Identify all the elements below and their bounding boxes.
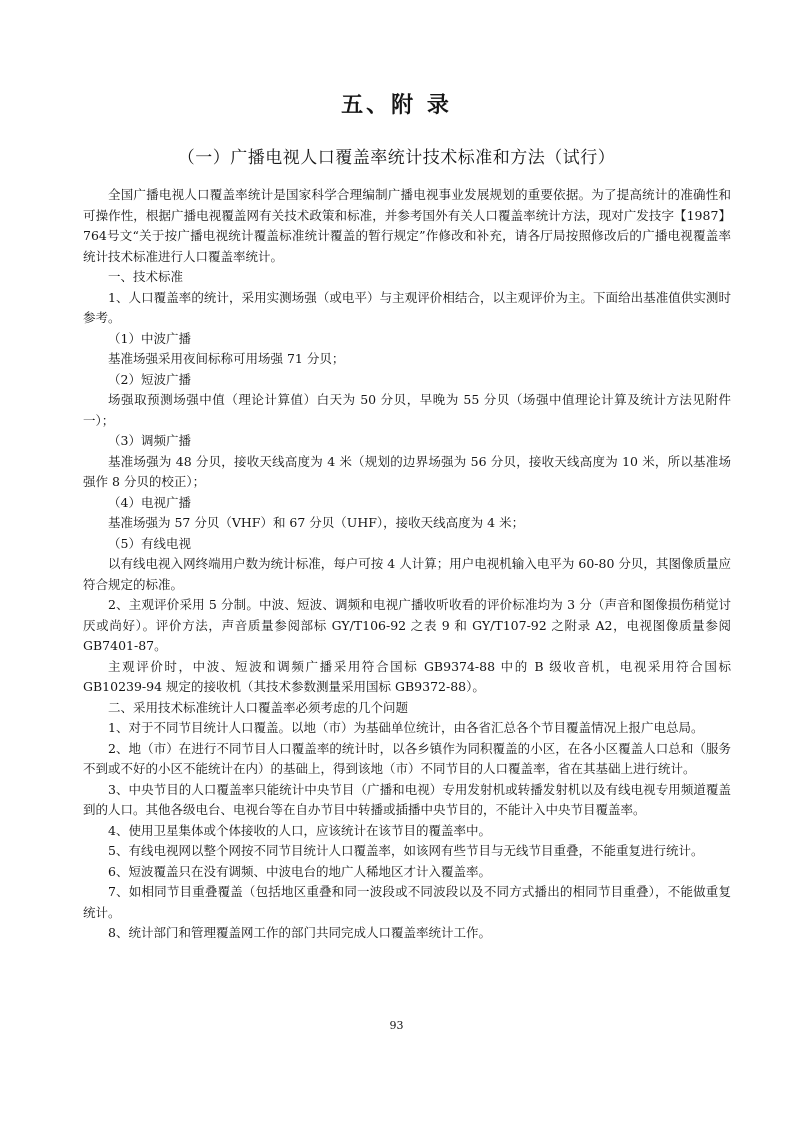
section-title: （一）广播电视人口覆盖率统计技术标准和方法（试行） (177, 148, 616, 168)
paragraph: 2、地（市）在进行不同节目人口覆盖率的统计时，以各乡镇作为同积覆盖的小区，在各小区覆盖人口总和（服务不到或不好的小区不能统计在内）的基础上，得到该地（市）不同节目的人口覆盖率，省在其基础上进行统计。 (83, 740, 731, 776)
paragraph: 6、短波覆盖只在没有调频、中波电台的地广人稀地区才计入覆盖率。 (108, 863, 491, 879)
paragraph: 场强取预测场强中值（理论计算值）白天为 50 分贝，早晚为 55 分贝（场强中值理论计算及统计方法见附件一）； (83, 392, 731, 428)
page-number: 93 (389, 1019, 404, 1032)
paragraph: 基准场强为 48 分贝，接收天线高度为 4 米（规划的边界场强为 56 分贝，接收天线高度为 10 米，所以基准场强作 8 分贝的校正）； (83, 453, 731, 489)
paragraph: 2、主观评价采用 5 分制。中波、短波、调频和电视广播收听收看的评价标准均为 3 分（声音和图像损伤稍觉讨厌或尚好）。评价方法，声音质量参阅部标 GY/T106-92 之表 9 和 GY/T107-92 之附录 A2，电视图像质量参阅 GB7401-87。 (83, 597, 731, 653)
paragraph: 3、中央节目的人口覆盖率只能统计中央节目（广播和电视）专用发射机或转播发射机以及有线电视专用频道覆盖到的人口。其他各级电台、电视台等在自办节目中转播或插播中央节目的，不能计入中央节目覆盖率。 (83, 781, 731, 817)
paragraph: 一、技术标准 (108, 269, 184, 284)
paragraph: 1、对于不同节目统计人口覆盖。以地（市）为基础单位统计，由各省汇总各个节目覆盖情况上报广电总局。 (108, 720, 704, 735)
paragraph: 1、人口覆盖率的统计，采用实测场强（或电平）与主观评价相结合，以主观评价为主。下面给出基准值供实测时参考。 (83, 289, 731, 325)
paragraph: 7、如相同节目重叠覆盖（包括地区重叠和同一波段或不同波段以及不同方式播出的相同节目重叠），不能做重复统计。 (83, 884, 731, 920)
paragraph: 4、使用卫星集体或个体接收的人口，应该统计在该节目的覆盖率中。 (108, 822, 491, 838)
paragraph: 基准场强采用夜间标称可用场强 71 分贝； (108, 351, 345, 366)
paragraph: （1）中波广播 (108, 330, 191, 346)
paragraph: 全国广播电视人口覆盖率统计是国家科学合理编制广播电视事业发展规划的重要依据。为了提高统计的准确性和可操作性，根据广播电视覆盖网有关技术政策和标准，并参考国外有关人口覆盖率统计方法，现对广发技字【1987】764号文“关于按广播电视统计覆盖标准统计覆盖的暂行规定”作修改和补充，请各厅局按照修改后的广播电视覆盖率统计技术标准进行人口覆盖率统计。 (83, 187, 731, 264)
paragraph: 主观评价时，中波、短波和调频广播采用符合国标 GB9374-88 中的 B 级收音机，电视采用符合国标 GB10239-94 规定的接收机（其技术参数测量采用国标 GB9372-88）。 (83, 658, 731, 694)
paragraph: （2）短波广播 (108, 371, 191, 387)
paragraph: 5、有线电视网以整个网按不同节目统计人口覆盖率，如该网有些节目与无线节目重叠，不能重复进行统计。 (108, 843, 704, 858)
paragraph: （3）调频广播 (108, 433, 191, 448)
paragraph: 基准场强为 57 分贝（VHF）和 67 分贝（UHF），接收天线高度为 4 米； (108, 515, 525, 530)
paragraph: （4）电视广播 (108, 494, 191, 510)
page-title: 五、附 录 (341, 93, 452, 118)
paragraph: 二、采用技术标准统计人口覆盖率必须考虑的几个问题 (108, 699, 409, 715)
paragraph: 8、统计部门和管理覆盖网工作的部门共同完成人口覆盖率统计工作。 (108, 925, 491, 940)
document-body (83, 185, 731, 944)
paragraph: （5）有线电视 (108, 535, 191, 551)
paragraph: 以有线电视入网终端用户数为统计标准，每户可按 4 人计算；用户电视机输入电平为 60-80 分贝，其图像质量应符合规定的标准。 (83, 556, 731, 592)
